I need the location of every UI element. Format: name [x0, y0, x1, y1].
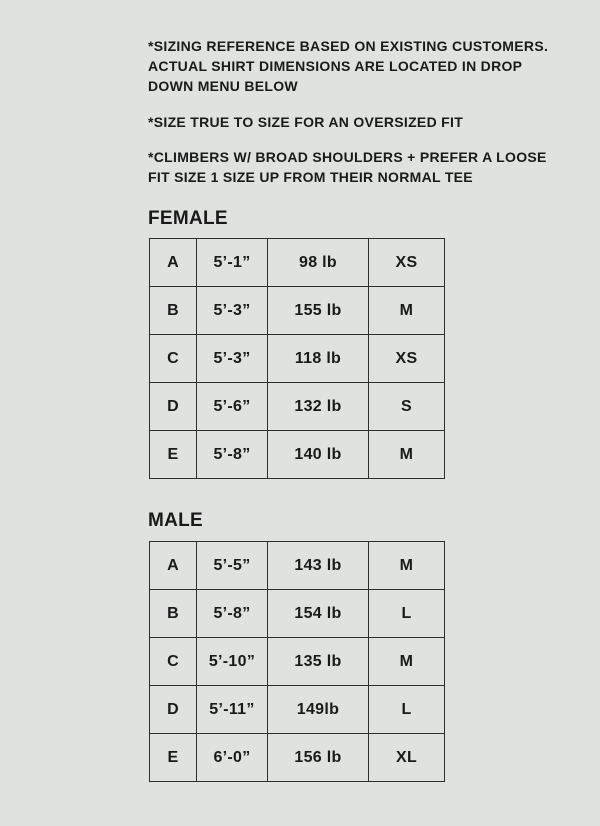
customer-letter-cell: C — [150, 335, 197, 383]
customer-letter-cell: E — [150, 431, 197, 479]
height-cell: 5’-3” — [197, 287, 268, 335]
size-cell: M — [369, 431, 445, 479]
customer-letter-cell: D — [150, 686, 197, 734]
size-cell: XS — [369, 335, 445, 383]
size-cell: L — [369, 590, 445, 638]
table-row — [150, 239, 445, 287]
height-cell: 5’-11” — [197, 686, 268, 734]
size-cell: L — [369, 686, 445, 734]
weight-cell: 143 lb — [268, 542, 369, 590]
customer-letter-cell: A — [150, 542, 197, 590]
table-row — [150, 638, 445, 686]
table-row — [150, 335, 445, 383]
note-line: *SIZING REFERENCE BASED ON EXISTING CUSTOMERS. — [148, 38, 549, 54]
height-cell: 5’-8” — [197, 431, 268, 479]
table-row — [150, 734, 445, 782]
note-climbers — [148, 147, 547, 187]
weight-cell: 140 lb — [268, 431, 369, 479]
table-row — [150, 686, 445, 734]
height-cell: 5’-10” — [197, 638, 268, 686]
weight-cell: 132 lb — [268, 383, 369, 431]
size-cell: M — [369, 287, 445, 335]
weight-cell: 154 lb — [268, 590, 369, 638]
height-cell: 5’-6” — [197, 383, 268, 431]
note-sizing-reference — [148, 36, 548, 96]
weight-cell: 135 lb — [268, 638, 369, 686]
male-size-table — [149, 541, 445, 782]
table-row — [150, 287, 445, 335]
table-row — [150, 590, 445, 638]
customer-letter-cell: C — [150, 638, 197, 686]
note-line: *SIZE TRUE TO SIZE FOR AN OVERSIZED FIT — [148, 114, 464, 130]
table-row — [150, 431, 445, 479]
weight-cell: 118 lb — [268, 335, 369, 383]
note-true-to-size — [148, 112, 463, 132]
male-section-title: MALE — [148, 510, 204, 531]
size-cell: S — [369, 383, 445, 431]
customer-letter-cell: E — [150, 734, 197, 782]
customer-letter-cell: D — [150, 383, 197, 431]
note-line: ACTUAL SHIRT DIMENSIONS ARE LOCATED IN DROP — [148, 58, 523, 74]
weight-cell: 98 lb — [268, 239, 369, 287]
height-cell: 5’-5” — [197, 542, 268, 590]
customer-letter-cell: B — [150, 287, 197, 335]
size-cell: M — [369, 542, 445, 590]
note-line: *CLIMBERS W/ BROAD SHOULDERS + PREFER A LOOSE — [148, 149, 547, 165]
size-cell: XL — [369, 734, 445, 782]
female-section-title: FEMALE — [148, 208, 228, 229]
height-cell: 6’-0” — [197, 734, 268, 782]
customer-letter-cell: A — [150, 239, 197, 287]
weight-cell: 156 lb — [268, 734, 369, 782]
height-cell: 5’-3” — [197, 335, 268, 383]
height-cell: 5’-8” — [197, 590, 268, 638]
note-line: FIT SIZE 1 SIZE UP FROM THEIR NORMAL TEE — [148, 169, 473, 185]
female-size-table — [149, 238, 445, 479]
size-cell: M — [369, 638, 445, 686]
customer-letter-cell: B — [150, 590, 197, 638]
size-cell: XS — [369, 239, 445, 287]
weight-cell: 155 lb — [268, 287, 369, 335]
note-line: DOWN MENU BELOW — [148, 78, 298, 94]
weight-cell: 149lb — [268, 686, 369, 734]
table-row — [150, 542, 445, 590]
height-cell: 5’-1” — [197, 239, 268, 287]
table-row — [150, 383, 445, 431]
